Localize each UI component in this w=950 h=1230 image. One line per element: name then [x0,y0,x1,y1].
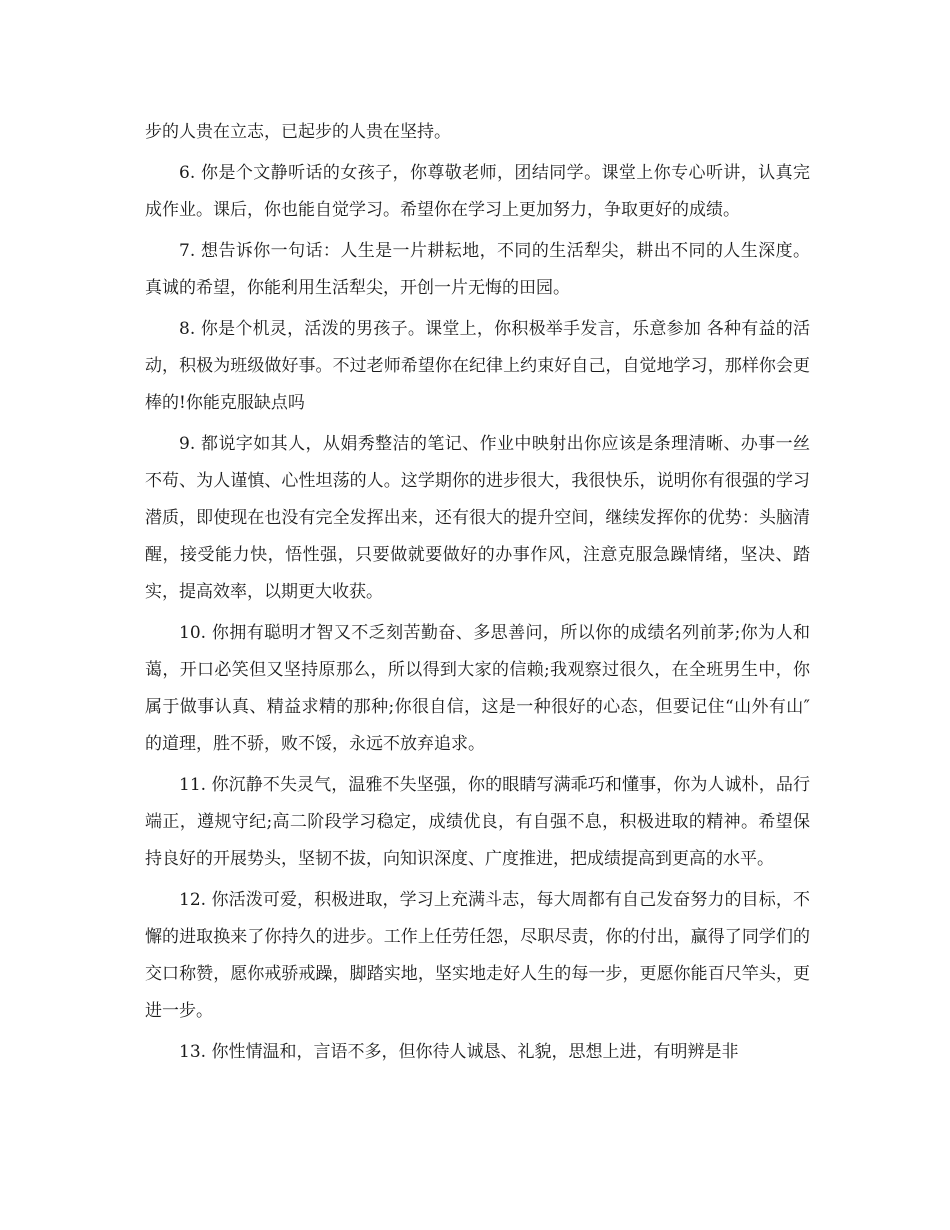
document-body [145,114,810,1075]
paragraph-item-7: 7. 想告诉你一句话：人生是一片耕耘地，不同的生活犁尖，耕出不同的人生深度。真诚的希望，你能利用生活犁尖，开创一片无悔的田园。 [145,241,810,298]
paragraph-item-12: 12. 你活泼可爱，积极进取，学习上充满斗志，每大周都有自己发奋努力的目标，不懈的进取换来了你持久的进步。工作上任劳任怨，尽职尽责，你的付出，赢得了同学们的交口称赞，愿你戒骄戒躁，脚踏实地，坚实地走好人生的每一步，更愿你能百尺竿头，更进一步。 [145,890,810,1021]
paragraph-item-10: 10. 你拥有聪明才智又不乏刻苦勤奋、多思善问，所以你的成绩名列前茅;你为人和蔼，开口必笑但又坚持原那么，所以得到大家的信赖;我观察过很久，在全班男生中，你属于做事认真、精益求精的那种;你很自信，这是一种很好的心态，但要记住“山外有山″ 的道理，胜不骄，败不馁，永远不放弃追求。 [145,623,810,754]
paragraph-item-13: 13. 你性情温和，言语不多，但你待人诚恳、礼貌，思想上进，有明辨是非 [179,1042,739,1062]
paragraph-item-11: 11. 你沉静不失灵气，温雅不失坚强，你的眼睛写满乖巧和懂事，你为人诚朴，品行端正，遵规守纪;高二阶段学习稳定，成绩优良，有自强不息，积极进取的精神。希望保持良好的开展势头，坚韧不拔，向知识深度、广度推进，把成绩提高到更高的水平。 [145,775,810,869]
paragraph-continuation: 步的人贵在立志，已起步的人贵在坚持。 [145,122,451,142]
paragraph-item-6: 6. 你是个文静听话的女孩子，你尊敬老师，团结同学。课堂上你专心听讲，认真完成作业。课后，你也能自觉学习。希望你在学习上更加努力，争取更好的成绩。 [145,163,810,220]
paragraph-item-8: 8. 你是个机灵，活泼的男孩子。课堂上，你积极举手发言，乐意参加 各种有益的活动，积极为班级做好事。不过老师希望你在纪律上约束好自己，自觉地学习，那样你会更棒的!你能克服缺点吗 [145,319,810,413]
paragraph-item-9: 9. 都说字如其人，从娟秀整洁的笔记、作业中映射出你应该是条理清晰、办事一丝不苟、为人谨慎、心性坦荡的人。这学期你的进步很大，我很快乐，说明你有很强的学习潜质，即使现在也没有完全发挥出来，还有很大的提升空间，继续发挥你的优势：头脑清醒，接受能力快，悟性强，只要做就要做好的办事作风，注意克服急躁情绪，坚决、踏实，提高效率，以期更大收获。 [145,434,810,602]
